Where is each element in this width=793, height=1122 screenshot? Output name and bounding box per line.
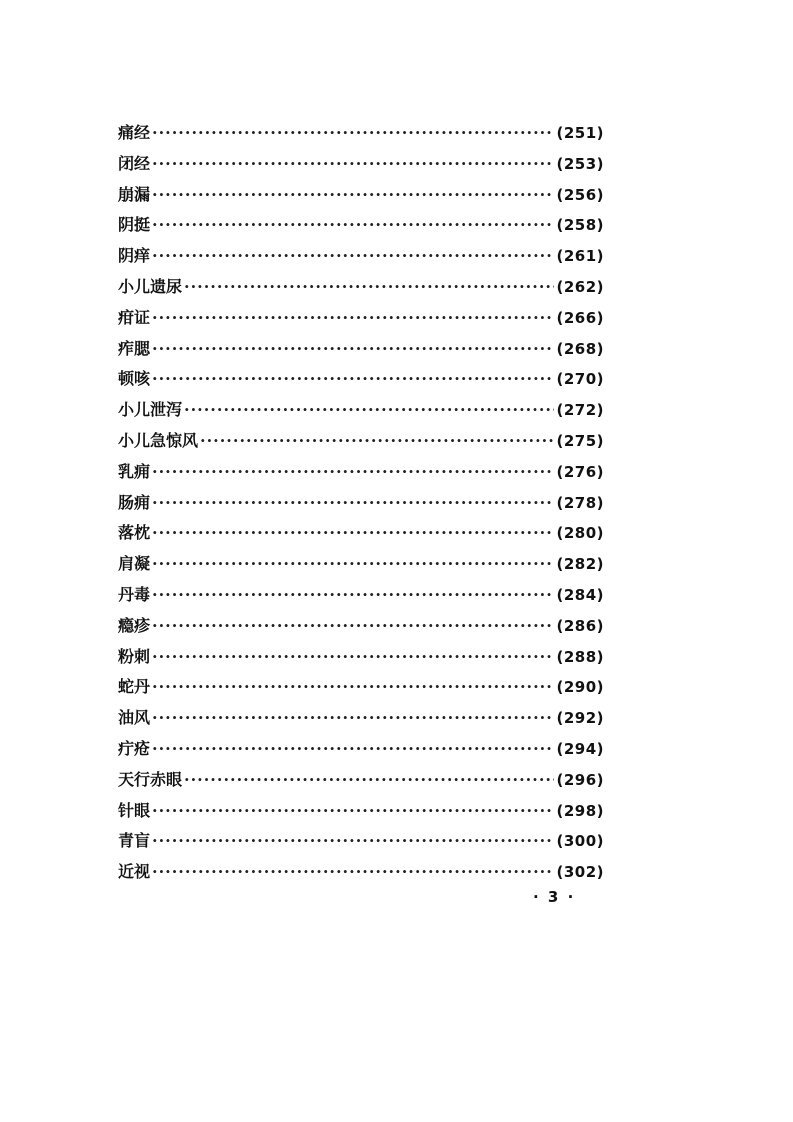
toc-entry-page: (286) [556, 616, 604, 635]
toc-entry [118, 672, 604, 703]
toc-entry-page: (282) [556, 555, 604, 574]
toc-entry-title: 疔疮 [118, 738, 151, 758]
toc-entry-page: (270) [556, 370, 604, 389]
toc-leader-dots [152, 210, 554, 241]
toc-leader-dots [152, 703, 554, 734]
toc-entry-page: (280) [556, 524, 604, 543]
toc-entry-title: 落枕 [118, 523, 151, 543]
toc-entry-title: 闭经 [118, 153, 151, 173]
toc-entry [118, 303, 604, 334]
toc-leader-dots [152, 642, 554, 673]
toc-entry [118, 334, 604, 365]
toc-leader-dots [152, 180, 554, 211]
table-of-contents [118, 118, 604, 888]
toc-leader-dots [152, 303, 554, 334]
toc-leader-dots [152, 611, 554, 642]
toc-entry-title: 青盲 [118, 831, 151, 851]
toc-entry-title: 近视 [118, 862, 151, 882]
toc-leader-dots [184, 765, 554, 796]
toc-entry-page: (262) [556, 277, 604, 296]
toc-leader-dots [152, 457, 554, 488]
toc-entry [118, 796, 604, 827]
toc-entry [118, 518, 604, 549]
toc-entry-page: (276) [556, 462, 604, 481]
toc-entry-page: (256) [556, 185, 604, 204]
toc-entry-title: 顿咳 [118, 369, 151, 389]
toc-entry-page: (300) [556, 832, 604, 851]
toc-leader-dots [152, 672, 554, 703]
toc-entry-page: (298) [556, 801, 604, 820]
toc-leader-dots [152, 549, 554, 580]
toc-entry-page: (290) [556, 678, 604, 697]
toc-leader-dots [152, 118, 554, 149]
toc-entry [118, 457, 604, 488]
toc-entry [118, 734, 604, 765]
toc-entry [118, 703, 604, 734]
toc-entry [118, 210, 604, 241]
toc-leader-dots [152, 857, 554, 888]
toc-entry-title: 肩凝 [118, 554, 151, 574]
toc-entry [118, 241, 604, 272]
toc-leader-dots [152, 734, 554, 765]
toc-entry-page: (253) [556, 154, 604, 173]
toc-entry-title: 疳证 [118, 307, 151, 327]
toc-leader-dots [184, 272, 554, 303]
toc-entry-page: (275) [556, 431, 604, 450]
toc-leader-dots [152, 580, 554, 611]
toc-entry-title: 粉刺 [118, 646, 151, 666]
toc-leader-dots [184, 395, 554, 426]
toc-entry [118, 426, 604, 457]
toc-entry-page: (258) [556, 216, 604, 235]
toc-leader-dots [152, 488, 554, 519]
toc-entry [118, 180, 604, 211]
toc-entry-title: 针眼 [118, 800, 151, 820]
toc-entry-page: (278) [556, 493, 604, 512]
toc-entry [118, 857, 604, 888]
toc-entry [118, 395, 604, 426]
toc-entry-title: 肠痈 [118, 492, 151, 512]
toc-leader-dots [152, 241, 554, 272]
toc-entry-page: (292) [556, 709, 604, 728]
toc-entry [118, 642, 604, 673]
toc-entry-page: (266) [556, 308, 604, 327]
page-number: · 3 · [533, 888, 576, 906]
toc-entry [118, 826, 604, 857]
toc-entry-page: (294) [556, 739, 604, 758]
toc-entry-title: 天行赤眼 [118, 769, 183, 789]
toc-entry [118, 149, 604, 180]
toc-entry [118, 364, 604, 395]
toc-leader-dots [152, 149, 554, 180]
toc-entry [118, 272, 604, 303]
toc-entry-page: (284) [556, 585, 604, 604]
toc-entry-title: 丹毒 [118, 584, 151, 604]
toc-entry-page: (302) [556, 863, 604, 882]
toc-entry [118, 580, 604, 611]
toc-entry-title: 小儿遗尿 [118, 276, 183, 296]
toc-entry-title: 小儿泄泻 [118, 400, 183, 420]
toc-entry-page: (288) [556, 647, 604, 666]
toc-entry-title: 痄腮 [118, 338, 151, 358]
toc-entry-title: 痛经 [118, 123, 151, 142]
toc-entry [118, 765, 604, 796]
toc-entry-page: (251) [556, 124, 604, 142]
toc-leader-dots [152, 364, 554, 395]
toc-entry [118, 488, 604, 519]
toc-entry-title: 蛇丹 [118, 677, 151, 697]
toc-leader-dots [152, 796, 554, 827]
toc-entry-page: (296) [556, 770, 604, 789]
toc-leader-dots [152, 518, 554, 549]
toc-entry-page: (261) [556, 247, 604, 266]
toc-entry [118, 549, 604, 580]
toc-entry-page: (272) [556, 401, 604, 420]
toc-entry-title: 油风 [118, 708, 151, 728]
toc-leader-dots [152, 826, 554, 857]
toc-entry-title: 瘾疹 [118, 615, 151, 635]
toc-leader-dots [152, 334, 554, 365]
toc-entry-title: 阴痒 [118, 246, 151, 266]
toc-entry-page: (268) [556, 339, 604, 358]
toc-entry-title: 小儿急惊风 [118, 430, 199, 450]
toc-entry-title: 崩漏 [118, 184, 151, 204]
toc-entry-title: 阴挺 [118, 215, 151, 235]
toc-entry-title: 乳痈 [118, 461, 151, 481]
toc-leader-dots [200, 426, 554, 457]
toc-entry [118, 611, 604, 642]
toc-entry [118, 118, 604, 149]
